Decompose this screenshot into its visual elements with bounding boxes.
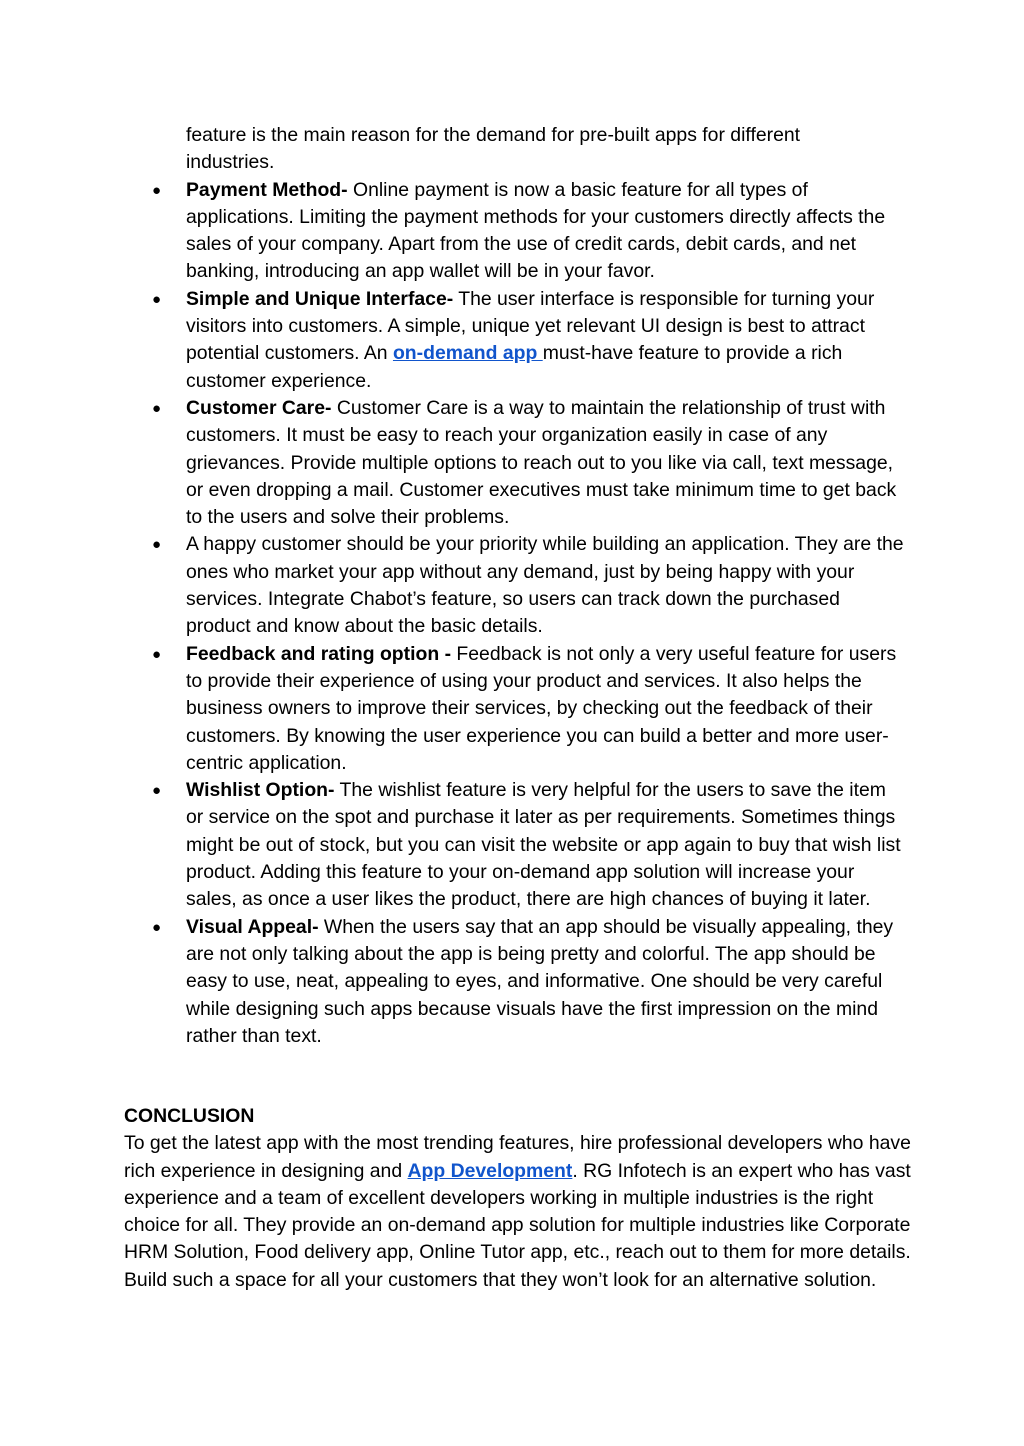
item-text: A happy customer should be your priority while building an application. They are the ones who market your app without any demand, just by being happy with your services. Integrate Chabot’s feature, so users can track down the purchased product and know about the basic details. [186,533,904,638]
list-item-continuation [124,122,904,177]
item-text: Feedback is not only a very useful feature for users to provide their experience of using your product and services. It also helps the business owners to improve their services, by checking out the feedback of their customers. By knowing the user experience you can build a better and more user-centric application. [186,642,897,774]
item-text: Online payment is now a basic feature for all types of applications. Limiting the payment methods for your customers directly affects the sales of your company. Apart from the use of credit cards, debit cards, and net banking, introducing an app wallet will be in your favor. [186,178,886,283]
continuation-line-1: feature is the main reason for the demand for pre-built apps for different [186,124,801,146]
list-item-payment-method [124,177,904,286]
item-text-after: must-have feature to provide a rich customer experience. [186,342,843,392]
list-item-feedback-rating [124,641,904,777]
item-text: Customer Care is a way to maintain the relationship of trust with customers. It must be easy to reach your organization easily in case of any grievances. Provide multiple options to reach out to you like via call, text message, or even dropping a mail. Customer executives must take minimum time to get back to the users and solve their problems. [186,396,897,529]
list-item-simple-unique-interface [124,286,904,395]
item-title: Customer Care- [186,396,332,419]
list-item-visual-appeal [124,914,904,1050]
conclusion-paragraph [124,1130,914,1294]
list-item-customer-care [124,395,904,531]
item-text: The wishlist feature is very helpful for the users to save the item or service on the spot and purchase it later as per requirements. Sometimes things might be out of stock, but you can visit the website or app again to buy that wish list product. Adding this feature to your on-demand app solution will increase your sales, as once a user likes the product, there are high chances of buying it later. [186,779,901,911]
item-title: Visual Appeal- [186,915,319,938]
bullet-icon: ● [152,399,162,417]
item-title: Feedback and rating option - [186,642,452,665]
conclusion-text: To get the latest app with the most trending features, hire professional developers who have rich experience in designing and [124,1132,911,1182]
continuation-line-2: industries. [186,151,275,174]
item-title: Simple and Unique Interface- [186,287,454,310]
item-title: Payment Method- [186,178,348,201]
item-text: The user interface is responsible for turning your visitors into customers. A simple, unique yet relevant UI design is best to attract potential customers. An [186,287,875,365]
item-title: Wishlist Option- [186,779,335,802]
bullet-icon: ● [152,536,162,554]
list-item-happy-customer [124,531,904,640]
list-item-wishlist-option [124,777,904,913]
conclusion-section [124,1103,914,1294]
bullet-icon: ● [152,290,162,308]
app-development-link[interactable]: App Development [407,1159,573,1182]
bullet-icon: ● [152,645,162,663]
feature-list [124,122,904,1050]
on-demand-app-link[interactable]: on-demand app [392,342,543,365]
bullet-icon: ● [152,918,162,936]
bullet-icon: ● [152,782,162,800]
conclusion-heading: CONCLUSION [124,1105,255,1127]
item-text: When the users say that an app should be visually appealing, they are not only talking about the app is being pretty and colorful. The app should be easy to use, neat, appealing to eyes, and informative. One should be very careful while designing such apps because visuals have the first impression on the mind rather than text. [186,915,894,1047]
conclusion-text-after: . RG Infotech is an expert who has vast experience and a team of excellent developers working in multiple industries is the right choice for all. They provide an on-demand app solution for multiple industries like Corporate HRM Solution, Food delivery app, Online Tutor app, etc., reach out to them for more details. Build such a space for all your customers that they won’t look for an alternative solution. [124,1159,911,1291]
bullet-icon: ● [152,181,162,199]
